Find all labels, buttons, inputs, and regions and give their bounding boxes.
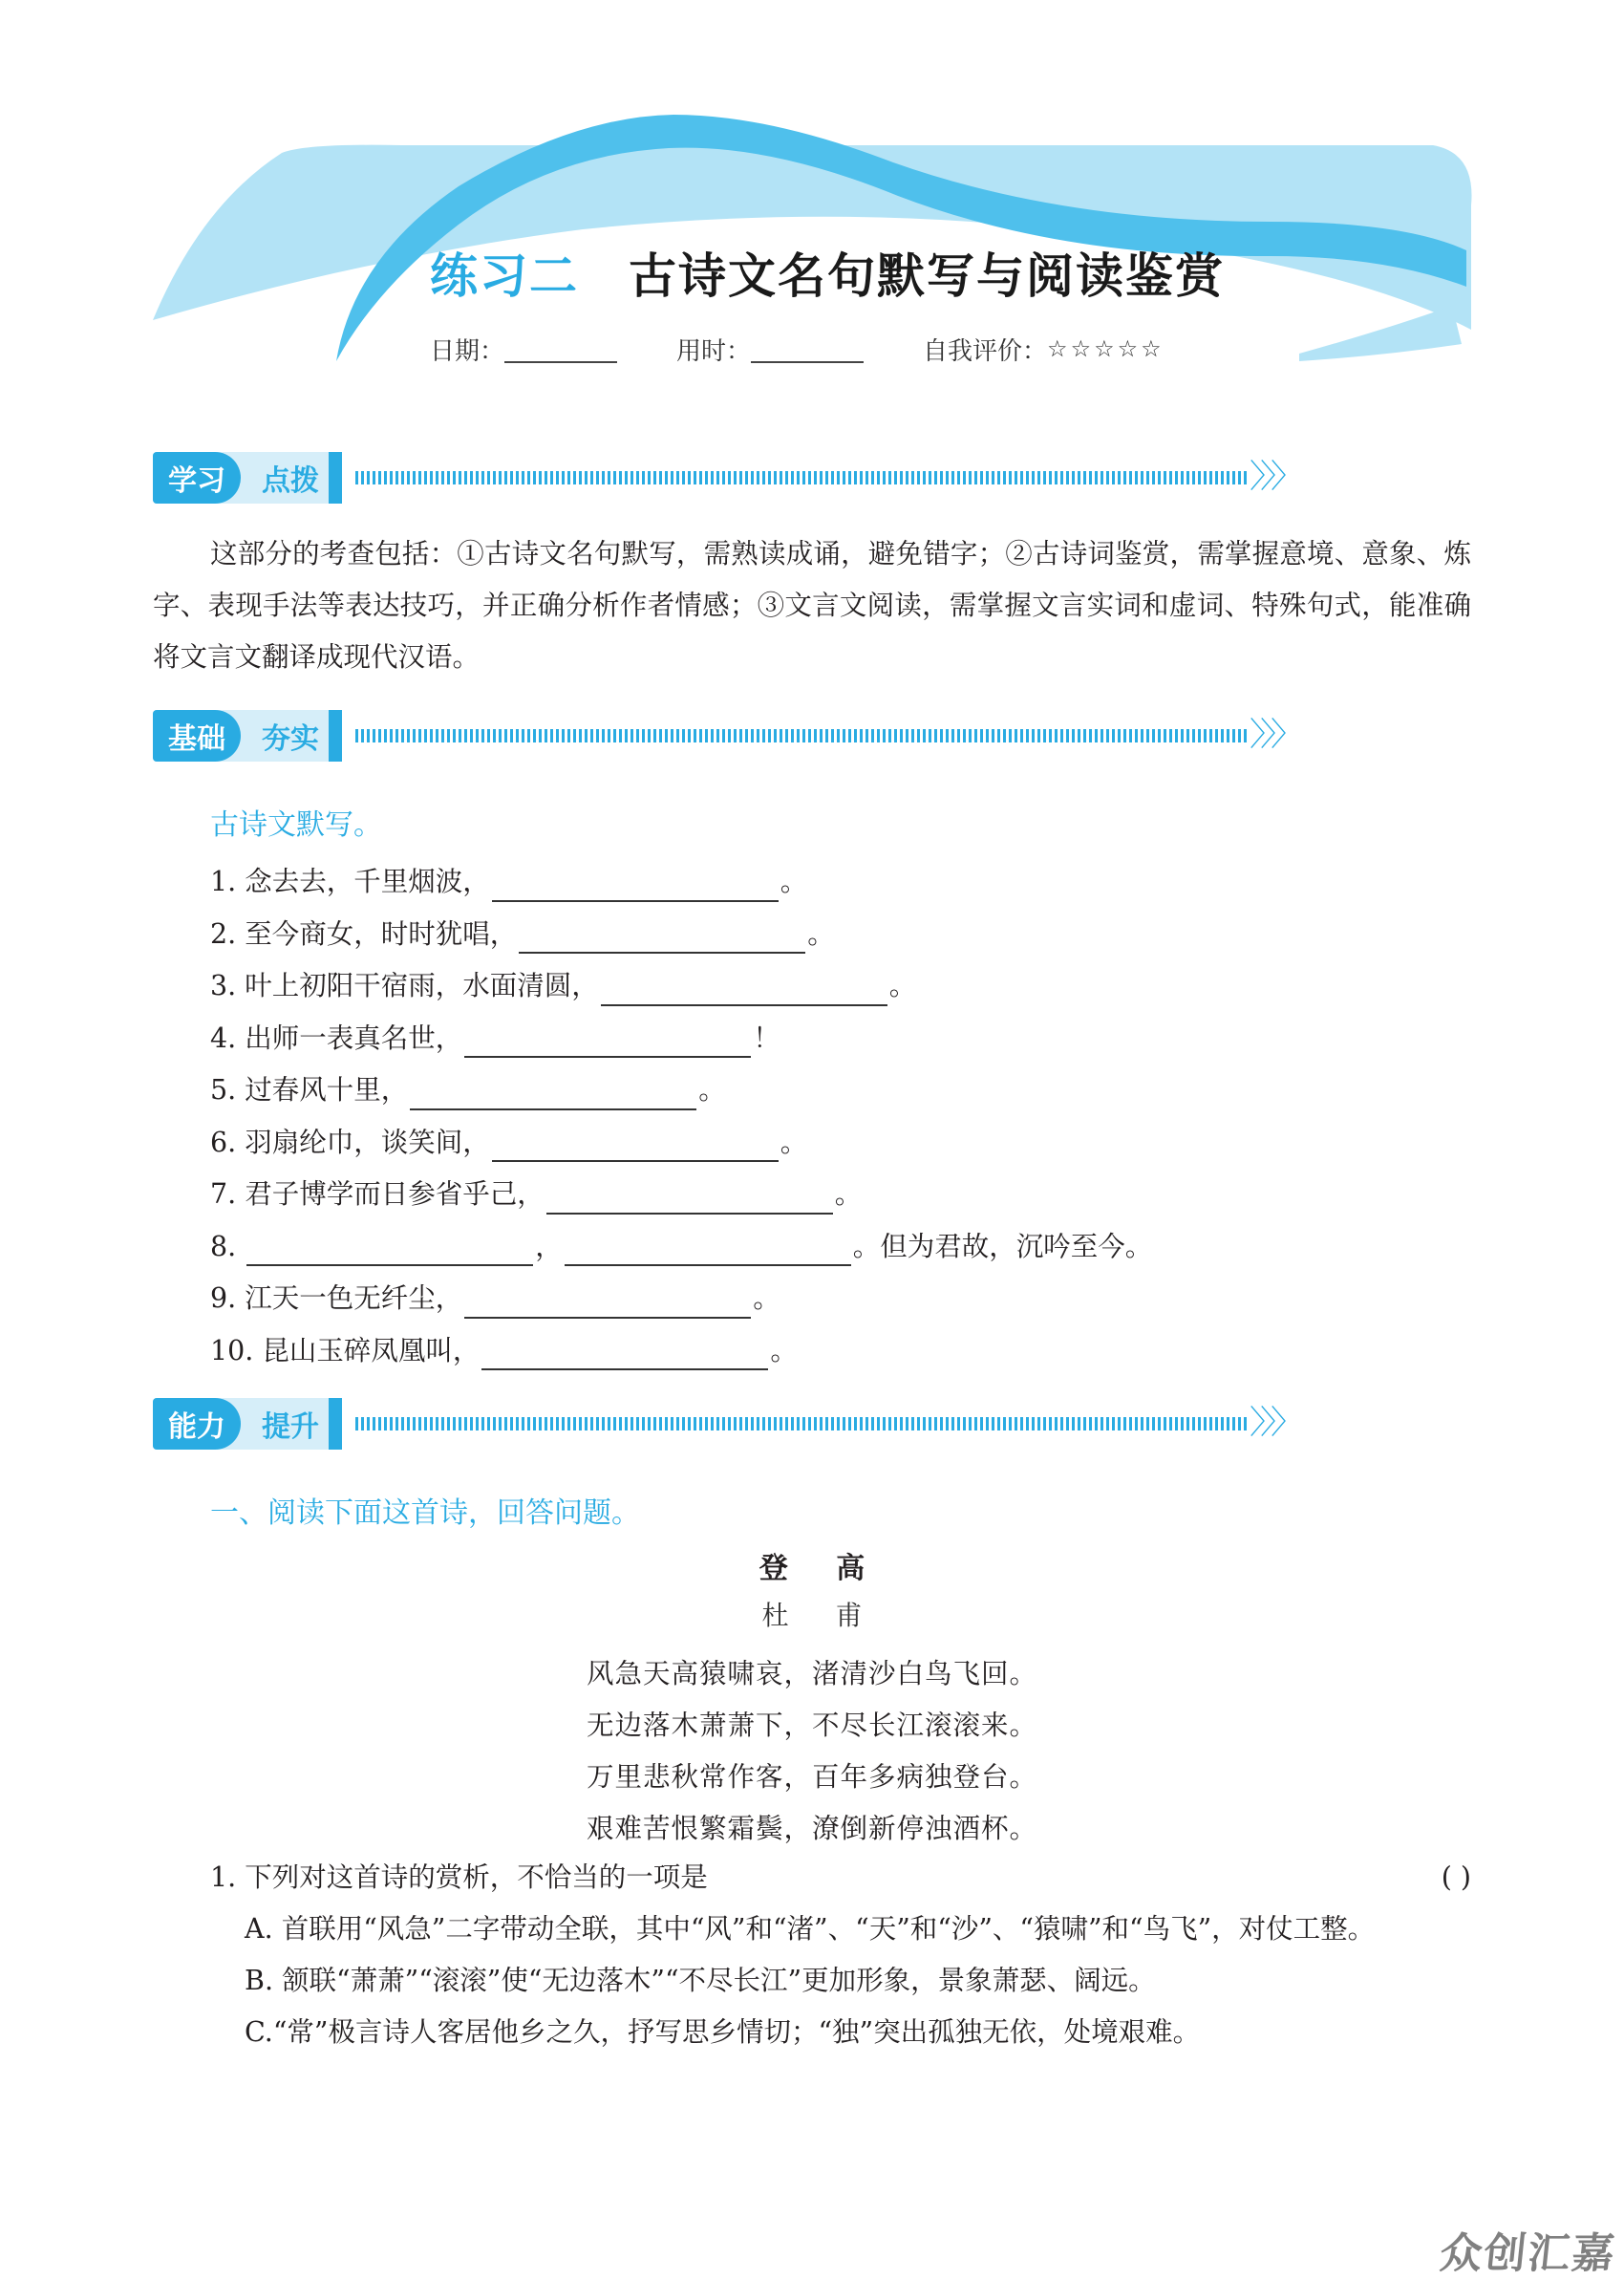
item-text: 5. 过春风十里， (210, 1074, 409, 1106)
section-tab-b: 点拨 (262, 464, 319, 498)
item-punct: ， (535, 1230, 563, 1262)
section-dotted-line (355, 471, 1249, 484)
item-text: 4. 出师一表真名世， (210, 1022, 463, 1054)
answer-blank[interactable] (410, 1074, 696, 1110)
poem-line: 艰难苦恨繁霜鬓，潦倒新停浊酒杯。 (586, 1813, 1037, 1844)
answer-blank[interactable] (519, 917, 805, 954)
poem-author: 杜 甫 (761, 1600, 882, 1631)
item-text: 。但为君故，沉吟至今。 (852, 1230, 1153, 1262)
answer-blank[interactable] (565, 1230, 851, 1266)
list-item (210, 1065, 1152, 1117)
item-text: 2. 至今商女，时时犹唱， (210, 917, 518, 950)
question-options (245, 1904, 1471, 2058)
date-label: 日期： (430, 336, 505, 366)
item-punct: ！ (753, 1022, 780, 1054)
section-header-basic (153, 708, 1297, 765)
section-tab-a: 能力 (153, 1398, 241, 1450)
poem-title: 登 高 (759, 1552, 885, 1585)
poem-line: 万里悲秋常作客，百年多病独登台。 (586, 1761, 1037, 1793)
recitation-heading: 古诗文默写。 (210, 808, 382, 842)
section-tab-a: 基础 (153, 710, 241, 762)
meta-row (430, 330, 1165, 368)
answer-blank[interactable] (464, 1282, 751, 1319)
section-tab-b: 提升 (262, 1410, 319, 1444)
time-label: 用时： (676, 336, 752, 366)
answer-blank[interactable] (464, 1022, 751, 1058)
poem-body (0, 1648, 1624, 1855)
header-banner (0, 0, 1624, 382)
section-bar (329, 710, 342, 762)
section-bar (329, 452, 342, 504)
chevron-right-icon: 〉〉〉 (1250, 716, 1297, 754)
chevron-right-icon: 〉〉〉 (1250, 1404, 1297, 1442)
item-punct: 。 (698, 1074, 726, 1106)
section-dotted-line (355, 729, 1249, 742)
item-text: 9. 江天一色无纤尘， (210, 1282, 463, 1314)
poem-line: 风急天高猿啸哀，渚清沙白鸟飞回。 (586, 1658, 1037, 1689)
item-text: 10. 昆山玉碎凤凰叫， (210, 1334, 481, 1366)
section-tab-a: 学习 (153, 452, 241, 504)
item-punct: 。 (753, 1282, 780, 1314)
option-a: A. 首联用“风急”二字带动全联，其中“风”和“渚”、“天”和“沙”、“猿啸”和“鸟飞”，对仗工整。 (245, 1913, 1376, 1945)
item-text: 8. (210, 1230, 246, 1262)
intro-paragraph: 这部分的考查包括：①古诗文名句默写，需熟读成诵，避免错字；②古诗词鉴赏，需掌握意境、意象、炼字、表现手法等表达技巧，并正确分析作者情感；③文言文阅读，需掌握文言实词和虚词、特殊句式，能准确将文言文翻译成现代汉语。 (153, 538, 1471, 673)
section-bar (329, 1398, 342, 1450)
list-item (210, 1273, 1152, 1325)
item-punct: 。 (807, 917, 835, 950)
exercise-number: 练习二 (430, 248, 579, 304)
item-punct: 。 (770, 1334, 798, 1366)
time-blank[interactable] (751, 334, 864, 363)
list-item (210, 1013, 1152, 1065)
watermark: 众创汇嘉 (1437, 2229, 1619, 2278)
answer-blank[interactable] (492, 866, 779, 902)
item-punct: 。 (780, 866, 808, 897)
list-item (210, 1169, 1152, 1221)
answer-parentheses[interactable]: ( ) (1441, 1861, 1471, 1893)
reading-heading: 一、阅读下面这首诗，回答问题。 (210, 1496, 640, 1530)
chevron-right-icon: 〉〉〉 (1250, 458, 1297, 496)
exercise-title: 古诗文名句默写与阅读鉴赏 (629, 248, 1225, 304)
list-item (210, 1325, 1152, 1378)
self-eval-label: 自我评价： (923, 336, 1048, 366)
item-text: 6. 羽扇纶巾，谈笑间， (210, 1126, 490, 1158)
recitation-list (210, 856, 1152, 1377)
question-text: 1. 下列对这首诗的赏析，不恰当的一项是 (210, 1861, 708, 1893)
section-dotted-line (355, 1417, 1249, 1430)
list-item (210, 856, 1152, 909)
option-b: B. 颔联“萧萧”“滚滚”使“无边落木”“不尽长江”更加形象，景象萧瑟、阔远。 (245, 1965, 1156, 1996)
page-title (430, 239, 1225, 306)
list-item (210, 909, 1152, 961)
item-punct: 。 (888, 970, 917, 1001)
answer-blank[interactable] (601, 970, 887, 1006)
question-stem (210, 1852, 1471, 1904)
answer-blank[interactable] (481, 1334, 768, 1370)
answer-blank[interactable] (546, 1178, 833, 1215)
item-punct: 。 (834, 1178, 863, 1210)
item-text: 7. 君子博学而日参省乎己， (210, 1178, 545, 1210)
answer-blank[interactable] (492, 1126, 779, 1162)
item-text: 1. 念去去，千里烟波， (210, 866, 490, 897)
item-punct: 。 (780, 1126, 808, 1158)
item-text: 3. 叶上初阳干宿雨，水面清圆， (210, 970, 599, 1001)
list-item (210, 1221, 1152, 1274)
answer-blank[interactable] (246, 1230, 533, 1266)
option-c: C.“常”极言诗人客居他乡之久，抒写思乡情切；“独”突出孤独无依，处境艰难。 (245, 2016, 1201, 2048)
banner-swoosh-tail (1299, 306, 1462, 361)
section-header-ability (153, 1396, 1297, 1453)
list-item (210, 1117, 1152, 1170)
date-blank[interactable] (504, 334, 617, 363)
star-rating[interactable]: ☆☆☆☆☆ (1047, 335, 1165, 362)
poem-line: 无边落木萧萧下，不尽长江滚滚来。 (586, 1710, 1037, 1741)
section-tab-b: 夯实 (262, 722, 319, 756)
section-header-learn (153, 450, 1297, 507)
list-item (210, 960, 1152, 1013)
